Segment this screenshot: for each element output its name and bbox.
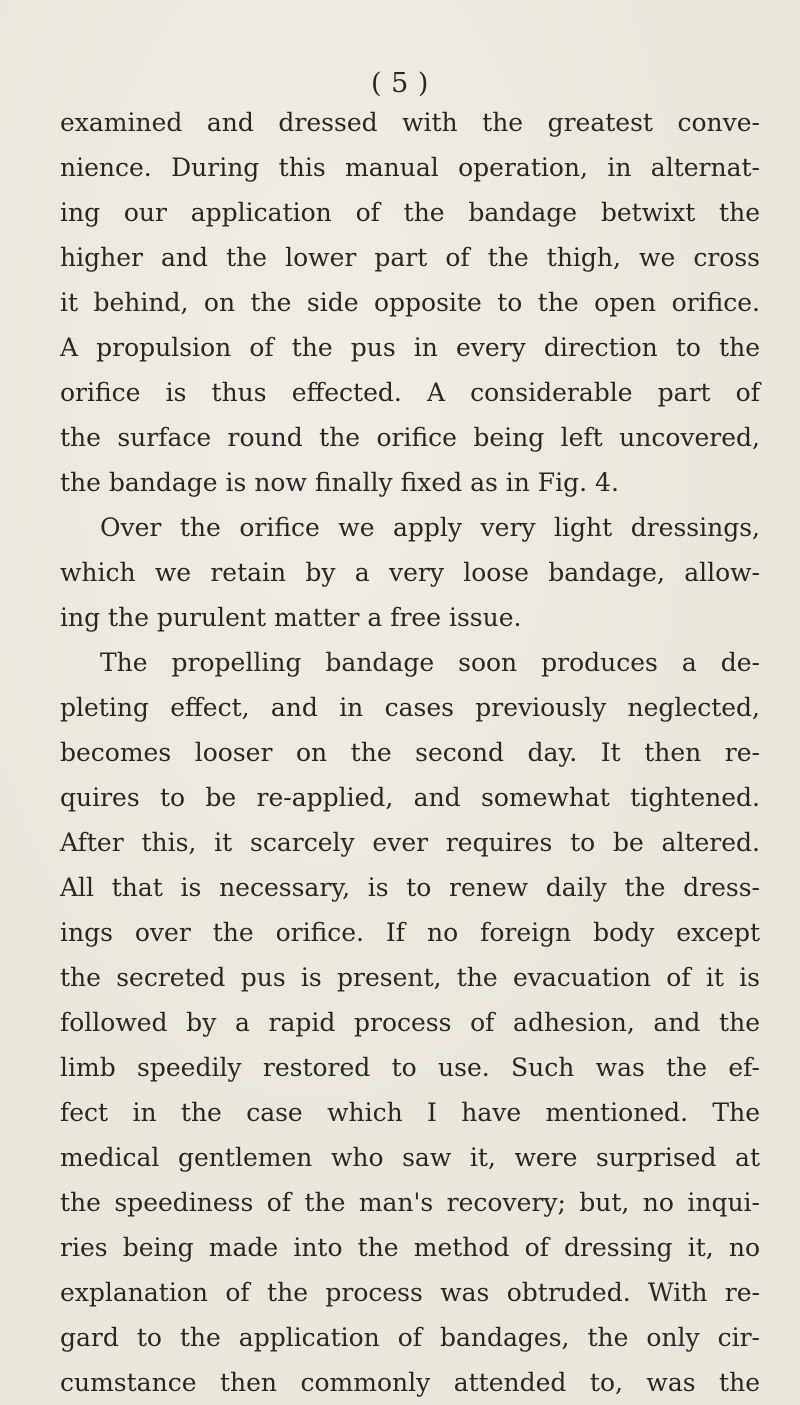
body-text [60,100,760,1405]
text-line: ries being made into the method of dressing it, no [60,1233,760,1262]
text-line: Over the orifice we apply very light dressings, [100,513,760,542]
text-line: followed by a rapid process of adhesion, and the [60,1008,760,1037]
text-line: ings over the orifice. If no foreign body except [60,918,760,947]
text-line: pleting effect, and in cases previously neglected, [60,693,760,722]
text-line: the secreted pus is present, the evacuation of it is [60,963,760,992]
text-line: gard to the application of bandages, the only cir- [60,1323,760,1352]
text-line: the surface round the orifice being left uncovered, [60,423,760,452]
page-number: ( 5 ) [371,68,429,99]
text-line: limb speedily restored to use. Such was the ef- [60,1053,760,1082]
text-line: fect in the case which I have mentioned. The [60,1098,760,1127]
text-line: which we retain by a very loose bandage, allow- [60,558,760,587]
text-line: quires to be re-applied, and somewhat tightened. [60,783,760,812]
text-line: orifice is thus effected. A considerable part of [60,378,760,407]
text-line: A propulsion of the pus in every direction to the [60,333,760,362]
text-line: nience. During this manual operation, in alternat- [60,153,760,182]
text-line: the bandage is now finally fixed as in Fig. 4. [60,468,619,497]
text-line: ing the purulent matter a free issue. [60,603,522,632]
text-line: medical gentlemen who saw it, were surprised at [60,1143,760,1172]
text-line: becomes looser on the second day. It then re- [60,738,760,767]
text-line: higher and the lower part of the thigh, we cross [60,243,760,272]
text-line: ing our application of the bandage betwixt the [60,198,760,227]
text-line: it behind, on the side opposite to the open orifice. [60,288,760,317]
text-line: examined and dressed with the greatest conve- [60,108,760,137]
text-line: After this, it scarcely ever requires to be altered. [60,828,760,857]
text-line: the speediness of the man's recovery; but, no inqui- [60,1188,760,1217]
text-line: explanation of the process was obtruded. With re- [60,1278,760,1307]
text-line: The propelling bandage soon produces a de- [100,648,760,677]
text-line: All that is necessary, is to renew daily the dress- [60,873,760,902]
text-line: cumstance then commonly attended to, was the [60,1368,760,1397]
